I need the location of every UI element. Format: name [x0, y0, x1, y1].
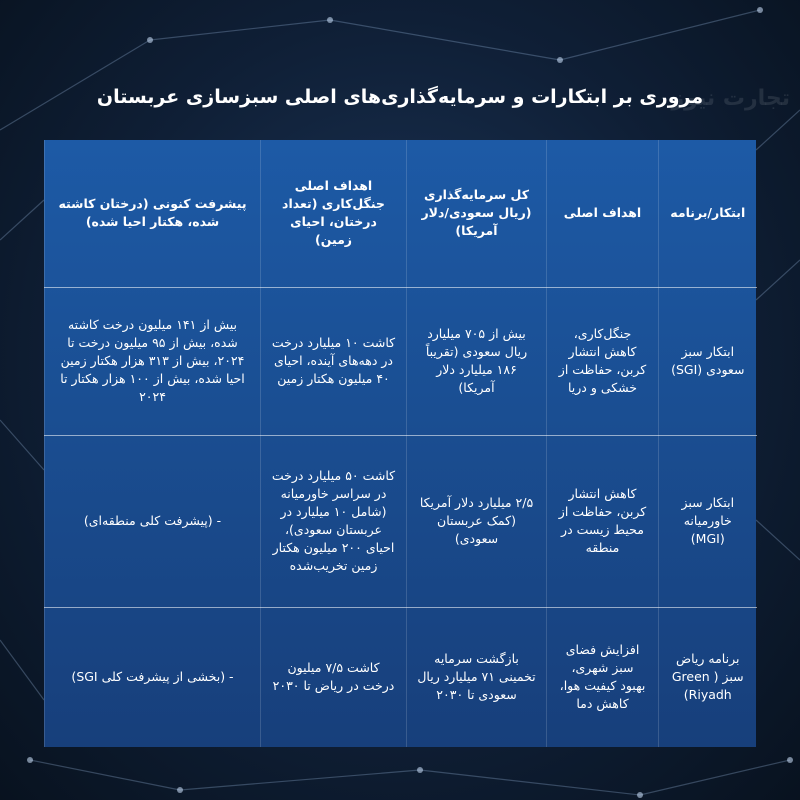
header-afforestation-goals: اهداف اصلی جنگل‌کاری (تعداد درختان، احیای زمین)	[261, 140, 407, 287]
cell-initiative: ابتکار سبز خاورمیانه (MGI)	[659, 435, 757, 607]
table-header-row	[45, 140, 757, 287]
cell-current-progress: - (پیشرفت کلی منطقه‌ای)	[45, 435, 261, 607]
cell-afforestation-goals: کاشت ۵۰ میلیارد درخت در سراسر خاورمیانه (شامل ۱۰ میلیارد در عربستان سعودی)، احیای ۲۰۰ میلیون هکتار زمین تخریب‌شده	[261, 435, 407, 607]
cell-main-goals: جنگل‌کاری، کاهش انتشار کربن، حفاظت از خشکی و دریا	[547, 287, 659, 435]
cell-total-investment: بیش از ۷۰۵ میلیارد ریال سعودی (تقریباً ۱۸۶ میلیارد دلار آمریکا)	[407, 287, 547, 435]
cell-total-investment: ۲/۵ میلیارد دلار آمریکا (کمک عربستان سعودی)	[407, 435, 547, 607]
cell-initiative: برنامه ریاض سبز ( Green Riyadh)	[659, 607, 757, 747]
table-row	[45, 607, 757, 747]
watermark: تجارت نیوز	[671, 86, 790, 111]
cell-afforestation-goals: کاشت ۱۰ میلیارد درخت در دهه‌های آینده، احیای ۴۰ میلیون هکتار زمین	[261, 287, 407, 435]
header-main-goals: اهداف اصلی	[547, 140, 659, 287]
header-current-progress: پیشرفت کنونی (درختان کاشته شده، هکتار احیا شده)	[45, 140, 261, 287]
cell-initiative: ابتکار سبز سعودی (SGI)	[659, 287, 757, 435]
cell-main-goals: افزایش فضای سبز شهری، بهبود کیفیت هوا، کاهش دما	[547, 607, 659, 747]
cell-main-goals: کاهش انتشار کربن، حفاظت از محیط زیست در منطقه	[547, 435, 659, 607]
header-total-investment: کل سرمایه‌گذاری (ریال سعودی/دلار آمریکا)	[407, 140, 547, 287]
page-title: مروری بر ابتکارات و سرمایه‌گذاری‌های اصلی سبزسازی عربستان	[96, 86, 704, 108]
header-initiative: ابتکار/برنامه	[659, 140, 757, 287]
cell-afforestation-goals: کاشت ۷/۵ میلیون درخت در ریاض تا ۲۰۳۰	[261, 607, 407, 747]
initiatives-table	[44, 140, 756, 747]
cell-current-progress: - (بخشی از پیشرفت کلی SGI)	[45, 607, 261, 747]
cell-total-investment: بازگشت سرمایه تخمینی ۷۱ میلیارد ریال سعودی تا ۲۰۳۰	[407, 607, 547, 747]
table-row	[45, 435, 757, 607]
cell-current-progress: بیش از ۱۴۱ میلیون درخت کاشته شده، بیش از ۹۵ میلیون درخت تا ۲۰۲۴، بیش از ۳۱۳ هزار هکتار زمین احیا شده، بیش از ۱۰۰ هزار هکتار تا ۲۰۲۴	[45, 287, 261, 435]
table-row	[45, 287, 757, 435]
